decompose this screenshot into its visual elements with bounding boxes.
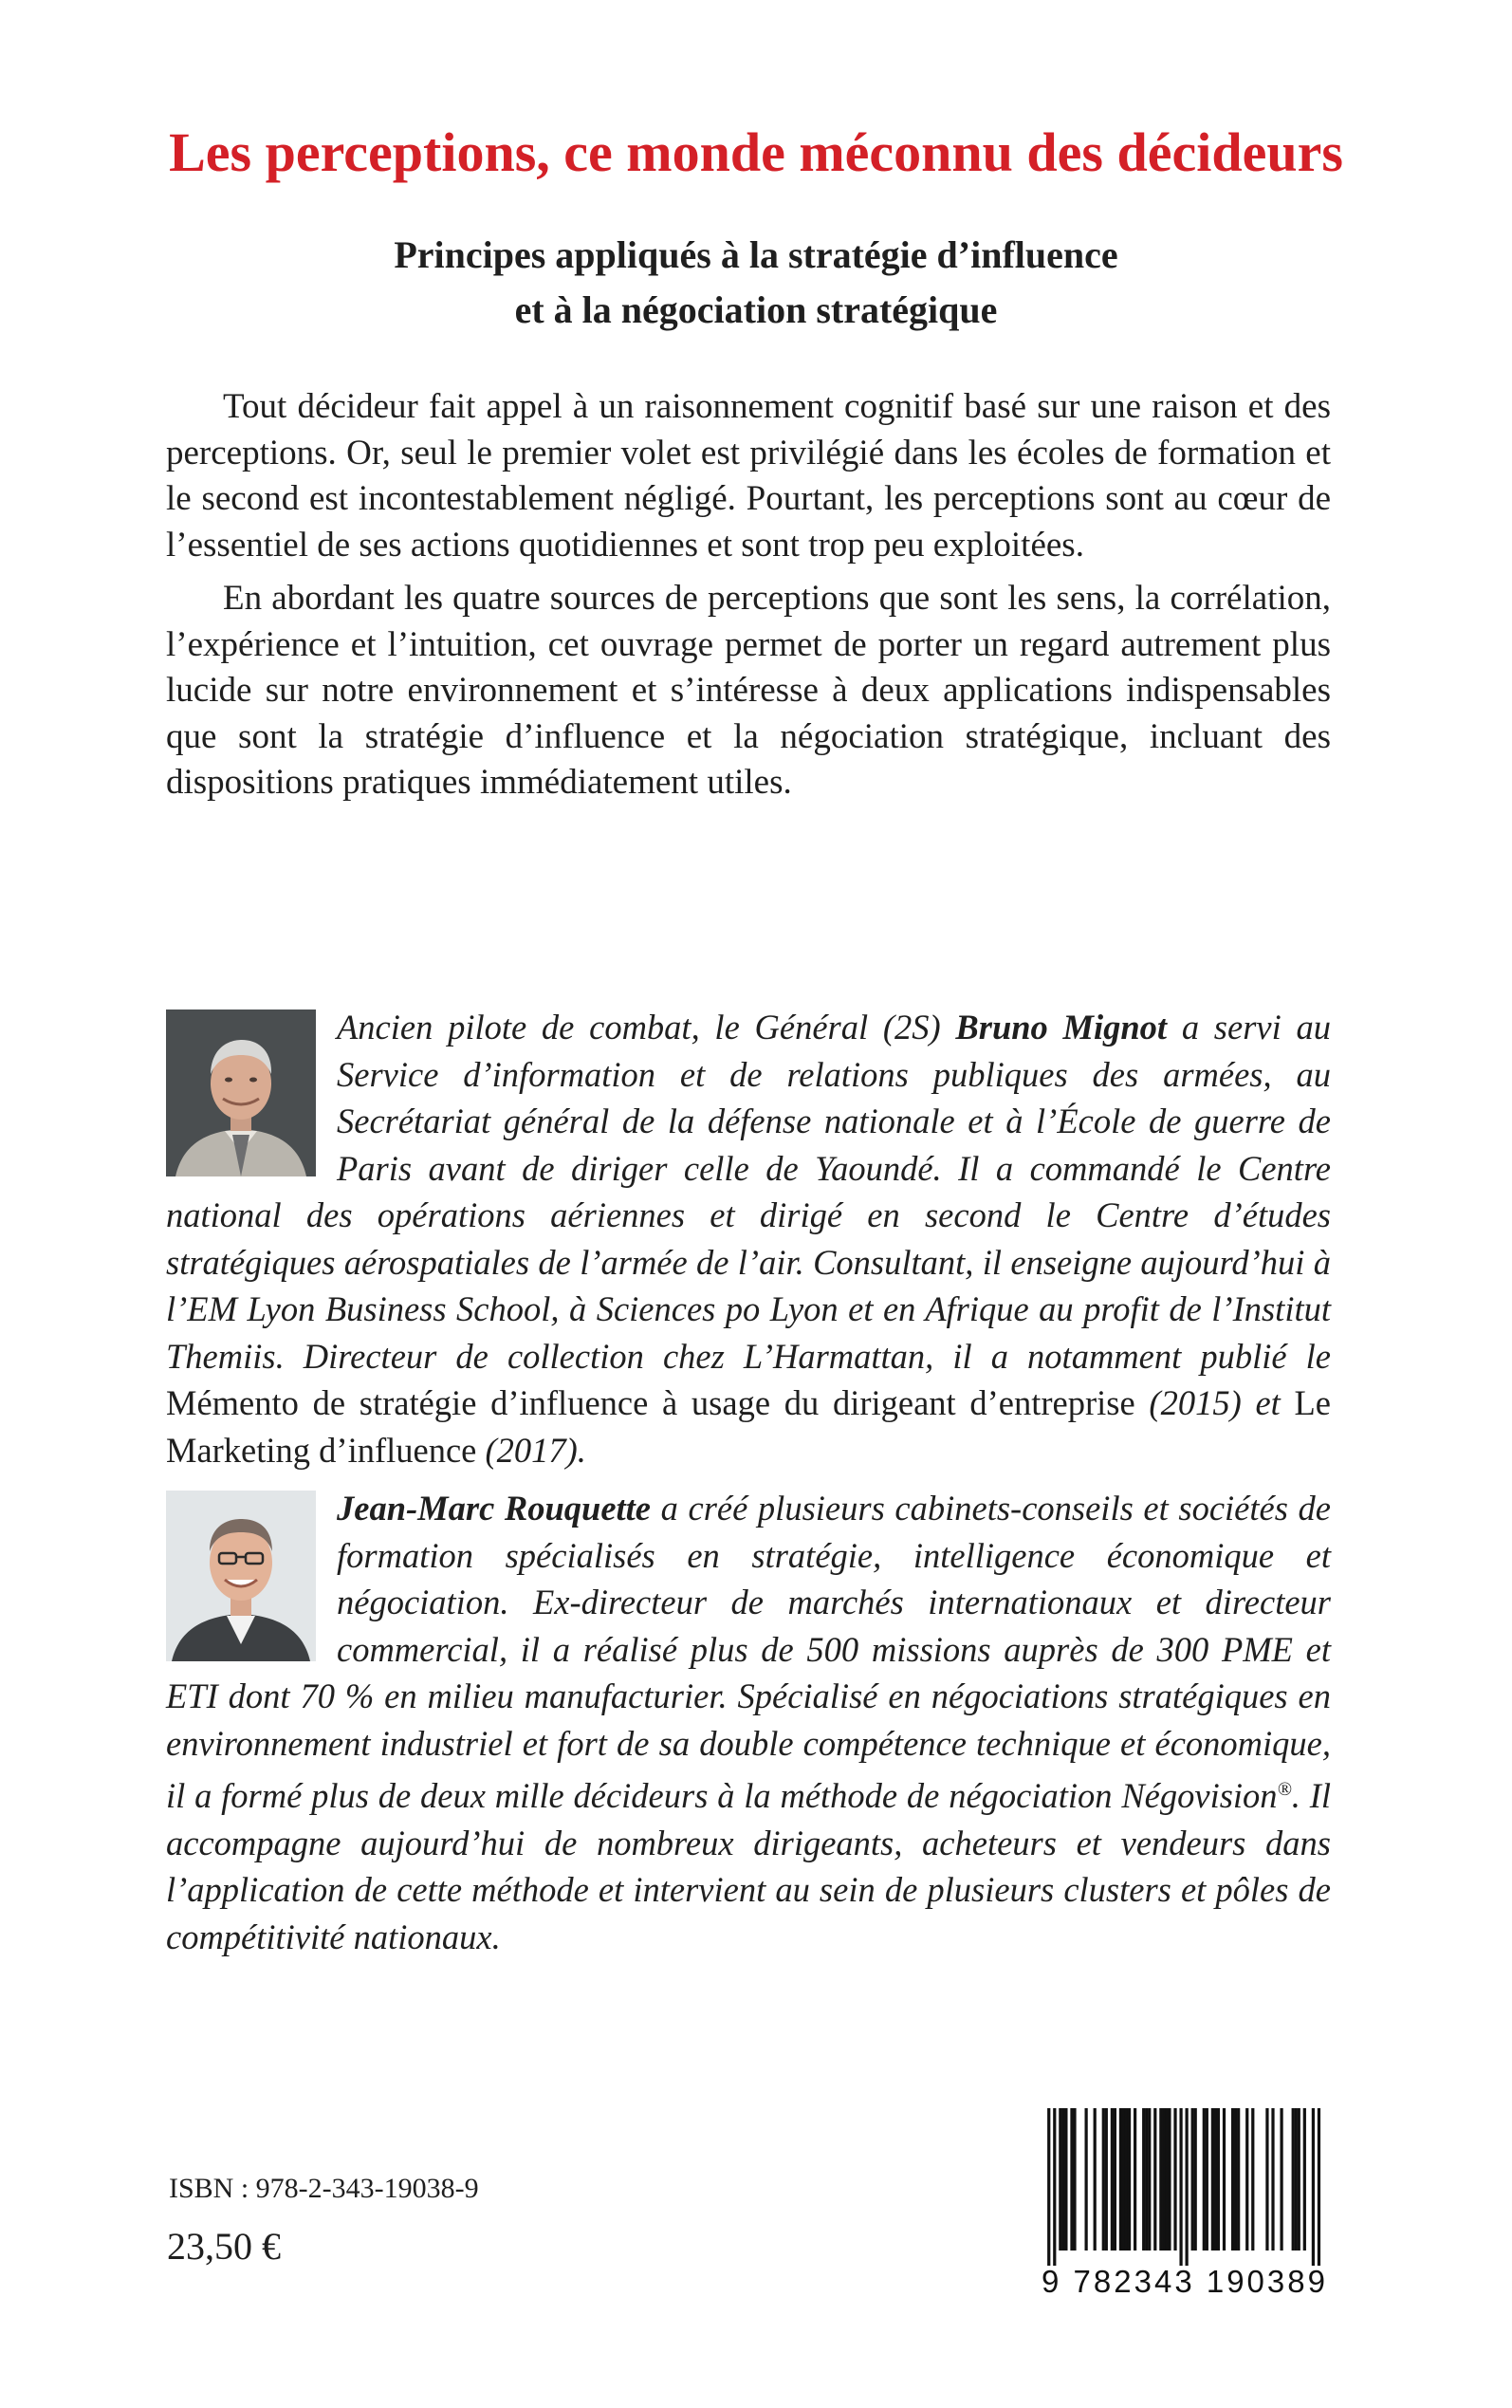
barcode-bar: [1122, 2108, 1125, 2251]
price: 23,50 €: [167, 2225, 281, 2268]
barcode-bar: [1298, 2108, 1300, 2251]
barcode-bar: [1237, 2108, 1240, 2251]
author1-book2-title: Le Marketing d’influence: [166, 1383, 1332, 1470]
author1-book2-year: (2017).: [476, 1430, 586, 1470]
barcode-bar: [1303, 2108, 1306, 2251]
barcode-bar: [1312, 2108, 1315, 2266]
barcode-bar: [1134, 2108, 1136, 2251]
barcode-bar: [1064, 2108, 1067, 2251]
barcode-bar: [1318, 2108, 1320, 2266]
barcode-bar: [1111, 2108, 1114, 2251]
barcode-bar: [1173, 2108, 1176, 2251]
barcode-bar: [1194, 2108, 1197, 2251]
barcode: [1036, 2104, 1332, 2290]
barcode-bars: [1036, 2104, 1332, 2266]
subtitle-line-2: et à la négociation stratégique: [514, 288, 998, 331]
barcode-bar: [1168, 2108, 1171, 2251]
author-bio-jean-marc-rouquette: [166, 1485, 1331, 1960]
barcode-bar: [1211, 2108, 1214, 2251]
barcode-bar: [1295, 2108, 1298, 2251]
barcode-bar: [1125, 2108, 1128, 2251]
barcode-bar: [1186, 2108, 1189, 2266]
barcode-bar: [1265, 2108, 1268, 2251]
barcode-bar: [1128, 2108, 1131, 2251]
barcode-bar: [1085, 2108, 1088, 2251]
barcode-bar: [1203, 2108, 1206, 2251]
barcode-bar: [1094, 2108, 1097, 2251]
author2-bio-part1: a créé plusieurs cabinets-conseils et sociétés de formation spécialisés en stratégie, intelligence économique et négociation. Ex-directeur de marchés internationaux et directeur commercial, il a réalisé plus de 500 missions auprès de 300 PME et ETI dont 70 % en milieu manufacturier. Spécialisé en négociations stratégiques en environnement industriel et fort de sa double compétence technique et économique, il a formé plus de deux mille décideurs à la méthode de négociation Négovision: [166, 1489, 1331, 1816]
book-subtitle: [0, 228, 1512, 338]
barcode-bar: [1145, 2108, 1148, 2251]
barcode-bar: [1231, 2108, 1234, 2251]
subtitle-line-1: Principes appliqués à la stratégie d’influence: [394, 233, 1118, 276]
barcode-bar: [1191, 2108, 1194, 2251]
registered-mark: ®: [1277, 1779, 1292, 1800]
author1-book1-year: (2015) et: [1134, 1383, 1295, 1422]
barcode-bar: [1102, 2108, 1105, 2251]
book-summary: [166, 384, 1331, 806]
author1-name: Bruno Mignot: [955, 1008, 1168, 1047]
summary-paragraph-1: Tout décideur fait appel à un raisonnement cognitif basé sur une raison et des perceptions. Or, seul le premier volet est privilégié dans les écoles de formation et le second est incontestablement négligé. Pourtant, les perceptions sont au cœur de l’essentiel de ses actions quotidiennes et sont trop peu exploitées.: [166, 387, 1331, 565]
barcode-bar: [1280, 2108, 1282, 2251]
barcode-bar: [1047, 2108, 1050, 2266]
barcode-bar: [1245, 2108, 1248, 2251]
author2-bio-part2: . Il accompagne aujourd’hui de nombreux dirigeants, acheteurs et vendeurs dans l’application de cette méthode et intervient au sein de plusieurs clusters et pôles de compétitivité nationaux.: [166, 1776, 1331, 1956]
barcode-bar: [1142, 2108, 1145, 2251]
author2-name: Jean-Marc Rouquette: [337, 1489, 652, 1528]
barcode-bar: [1251, 2108, 1254, 2251]
barcode-bar: [1070, 2108, 1073, 2251]
barcode-bar: [1059, 2108, 1061, 2251]
barcode-bar: [1159, 2108, 1162, 2251]
barcode-bar: [1214, 2108, 1217, 2251]
barcode-bar: [1162, 2108, 1165, 2251]
barcode-bar: [1148, 2108, 1151, 2251]
author1-intro: Ancien pilote de combat, le Général (2S): [337, 1008, 956, 1047]
barcode-bar: [1223, 2108, 1226, 2251]
author-bio-bruno-mignot: [166, 1004, 1331, 1473]
barcode-bar: [1206, 2108, 1208, 2251]
barcode-bar: [1165, 2108, 1168, 2251]
summary-paragraph-2: En abordant les quatre sources de perceptions que sont les sens, la corrélation, l’expérience et l’intuition, cet ouvrage permet de porter un regard autrement plus lucide sur notre environnement et s’intéresse à deux applications indispensables que sont la stratégie d’influence et la négociation stratégique, incluant des dispositions pratiques immédiatement utiles.: [166, 579, 1331, 802]
barcode-bar: [1061, 2108, 1064, 2251]
barcode-bar: [1114, 2108, 1116, 2251]
author1-book1-title: Mémento de stratégie d’influence à usage du dirigeant d’entreprise: [166, 1383, 1135, 1422]
isbn: ISBN : 978-2-343-19038-9: [169, 2173, 479, 2204]
author1-bio-part1: a servi au Service d’information et de relations publiques des armées, au Secrétariat général de la défense nationale et à l’École de guerre de Paris avant de diriger celle de Yaoundé. Il a commandé le Centre national des opérations aériennes et dirigé en second le Centre d’études stratégiques aérospatiales de l’armée de l’air. Consultant, il enseigne aujourd’hui à l’EM Lyon Business School, à Sciences po Lyon et en Afrique au profit de l’Institut Themiis. Directeur de collection chez L’Harmattan, il a notamment publié le: [166, 1008, 1331, 1376]
barcode-bar: [1234, 2108, 1237, 2251]
barcode-bar: [1119, 2108, 1122, 2251]
author-photo-jean-marc-rouquette: [166, 1491, 316, 1661]
author-photo-bruno-mignot: [166, 1010, 316, 1176]
author-bio-text-2: [166, 1485, 1331, 1960]
barcode-bar: [1271, 2108, 1274, 2251]
barcode-bar: [1179, 2108, 1182, 2266]
barcode-bar: [1053, 2108, 1056, 2266]
barcode-bar: [1073, 2108, 1076, 2251]
barcode-bar: [1292, 2108, 1295, 2251]
author-bio-text-1: [166, 1004, 1331, 1473]
barcode-bar: [1153, 2108, 1156, 2251]
book-title: Les perceptions, ce monde méconnu des décideurs: [169, 121, 1343, 183]
barcode-bar: [1217, 2108, 1220, 2251]
barcode-digits: 9 782343 190389: [1042, 2264, 1328, 2299]
barcode-bar: [1105, 2108, 1108, 2251]
